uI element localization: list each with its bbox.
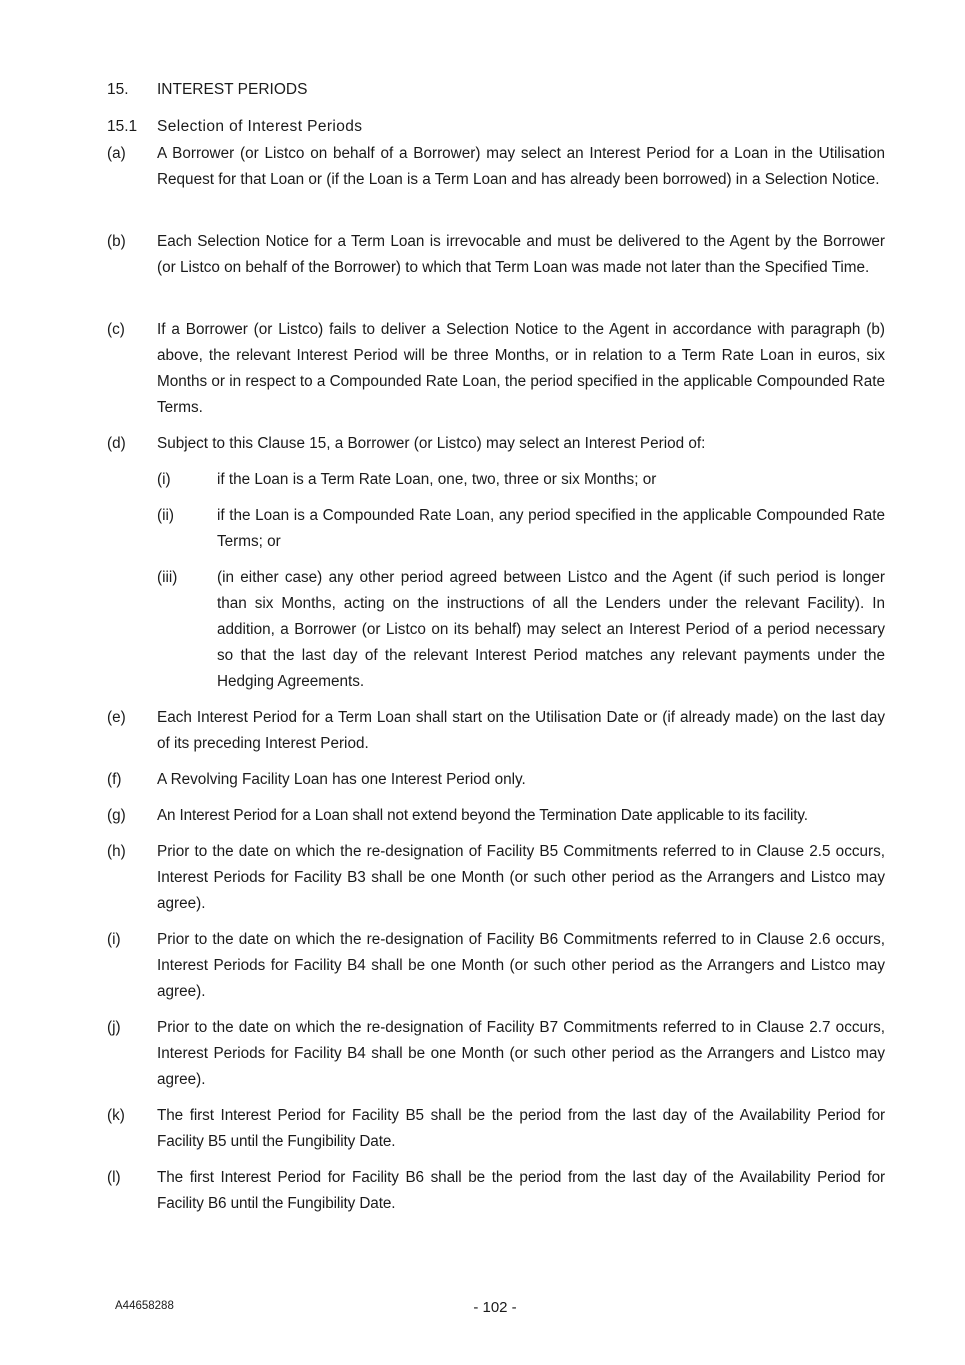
subparagraph-ii [157,503,885,555]
paragraph-label: (e) [107,709,126,726]
paragraph-text: Each Selection Notice for a Term Loan is irrevocable and must be delivered to the Agent by the Borrower (or Listco on behalf of the Borrower) to which that Term Loan was made not later than the Specified Time. [157,233,885,276]
paragraph-label: (l) [107,1169,121,1186]
section-title: INTEREST PERIODS [157,81,308,98]
paragraph-c [107,317,885,421]
paragraph-f [107,767,885,793]
subparagraph-text: if the Loan is a Term Rate Loan, one, two, three or six Months; or [217,471,657,488]
subparagraph-label: (iii) [157,569,178,586]
paragraph-a [107,141,885,193]
paragraph-text: A Revolving Facility Loan has one Interest Period only. [157,771,526,788]
subsection-number: 15.1 [107,118,138,135]
paragraph-label: (a) [107,145,126,162]
paragraph-i [107,927,885,1005]
subparagraph-label: (ii) [157,507,174,524]
subparagraph-text: (in either case) any other period agreed between Listco and the Agent (if such period is longer than six Months, acting on the instructions of all the Lenders under the relevant Facility). In addition, a Borrower (or Listco on its behalf) may select an Interest Period of a period necessary so that the last day of the relevant Interest Period matches any relevant payments under the Hedging Agreements. [217,569,885,690]
paragraph-text: The first Interest Period for Facility B5 shall be the period from the last day of the Availability Period for Facility B5 until the Fungibility Date. [157,1107,885,1150]
paragraph-label: (h) [107,843,126,860]
paragraph-label: (d) [107,435,126,452]
subparagraph-text: if the Loan is a Compounded Rate Loan, any period specified in the applicable Compounded Rate Terms; or [217,507,885,550]
paragraph-label: (k) [107,1107,125,1124]
paragraph-text: Each Interest Period for a Term Loan shall start on the Utilisation Date or (if already made) on the last day of its preceding Interest Period. [157,709,885,752]
paragraph-k [107,1103,885,1155]
paragraph-label: (b) [107,233,126,250]
document-reference: A44658288 [115,1300,174,1312]
subparagraph-iii [157,565,885,695]
paragraph-text: Prior to the date on which the re-designation of Facility B7 Commitments referred to in Clause 2.7 occurs, Interest Periods for Facility B4 shall be one Month (or such other period as the Arrangers and Listco may agree). [157,1019,885,1088]
paragraph-label: (f) [107,771,122,788]
paragraph-b [107,229,885,281]
paragraph-d [107,431,885,457]
paragraph-label: (j) [107,1019,121,1036]
paragraph-label: (i) [107,931,121,948]
subsection-title: Selection of Interest Periods [157,118,363,135]
subparagraph-label: (i) [157,471,171,488]
paragraph-l [107,1165,885,1217]
paragraph-text: Prior to the date on which the re-designation of Facility B6 Commitments referred to in Clause 2.6 occurs, Interest Periods for Facility B4 shall be one Month (or such other period as the Arrangers and Listco may agree). [157,931,885,1000]
paragraph-text: A Borrower (or Listco on behalf of a Borrower) may select an Interest Period for a Loan in the Utilisation Request for that Loan or (if the Loan is a Term Loan and has already been borrowed) in a Selection Notice. [157,145,885,188]
paragraph-text: An Interest Period for a Loan shall not extend beyond the Termination Date applicable to its facility. [157,807,808,824]
paragraph-text: If a Borrower (or Listco) fails to deliver a Selection Notice to the Agent in accordance with paragraph (b) above, the relevant Interest Period will be three Months, or in relation to a Term Rate Loan in euros, six Months or in respect to a Compounded Rate Loan, the period specified in the applicable Compounded Rate Terms. [157,321,885,416]
subparagraph-i [157,467,885,493]
paragraph-label: (g) [107,807,126,824]
subsection-heading [107,117,362,137]
paragraph-text: Subject to this Clause 15, a Borrower (or Listco) may select an Interest Period of: [157,435,706,452]
paragraph-label: (c) [107,321,125,338]
paragraph-e [107,705,885,757]
section-number: 15. [107,81,129,98]
paragraph-text: The first Interest Period for Facility B6 shall be the period from the last day of the Availability Period for Facility B6 until the Fungibility Date. [157,1169,885,1212]
paragraph-h [107,839,885,917]
paragraph-j [107,1015,885,1093]
section-heading [107,80,307,100]
paragraph-g [107,803,885,829]
paragraph-text: Prior to the date on which the re-designation of Facility B5 Commitments referred to in Clause 2.5 occurs, Interest Periods for Facility B3 shall be one Month (or such other period as the Arrangers and Listco may agree). [157,843,885,912]
page-number: - 102 - [473,1299,517,1316]
